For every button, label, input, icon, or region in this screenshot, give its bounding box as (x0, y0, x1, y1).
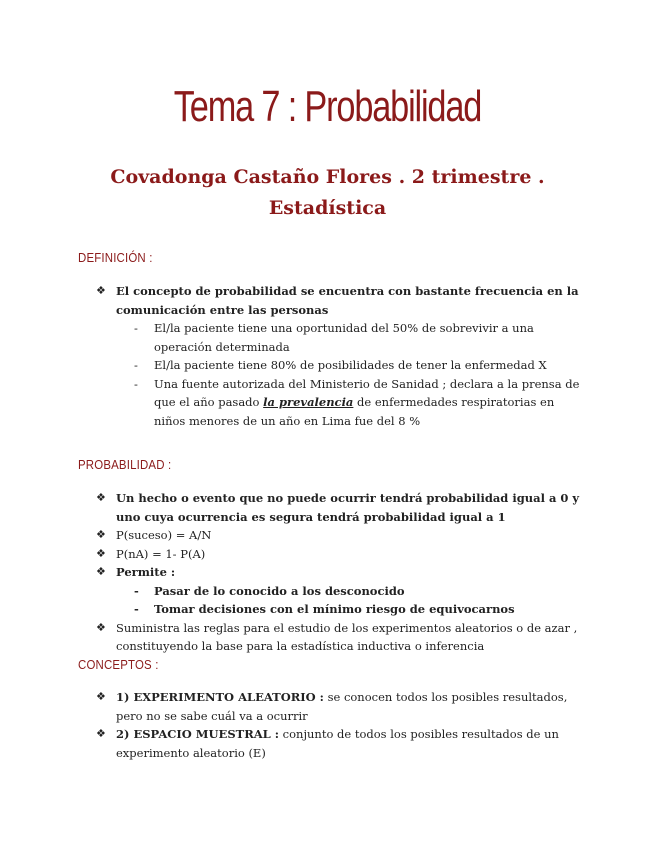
page-subtitle (60, 162, 595, 224)
probabilidad-item-text: Permite : (116, 565, 176, 579)
diamond-bullet-icon: ❖ (96, 528, 106, 541)
list-item (96, 526, 585, 545)
heading-conceptos: CONCEPTOS : (78, 657, 159, 672)
sub-list-item (96, 375, 585, 431)
concept-definition: se conocen todos los posibles resultados, pero no se sabe cuál va a ocurrir (116, 690, 568, 723)
diamond-bullet-icon: ❖ (96, 727, 106, 740)
page-title: Tema 7 : Probabilidad (173, 82, 482, 131)
probabilidad-item-text: Suministra las reglas para el estudio de los experimentos aleatorios o de azar , constituyendo la base para la estadística inductiva o inferencia (116, 620, 578, 653)
subtitle-line-2: Estadística (268, 197, 387, 219)
probabilidad-item-text: Un hecho o evento que no puede ocurrir tendrá probabilidad igual a 0 y uno cuya ocurrencia es segura tendrá probabilidad igual a 1 (116, 491, 580, 524)
list-item (96, 545, 585, 564)
diamond-bullet-icon: ❖ (96, 546, 106, 560)
sub-list-item (96, 319, 585, 356)
list-item (96, 619, 585, 656)
heading-probabilidad: PROBABILIDAD : (78, 457, 172, 472)
dash-bullet: - (134, 376, 138, 391)
conceptos-list (96, 688, 585, 762)
list-item (96, 688, 585, 725)
probabilidad-item-text: P(nA) = 1- P(A) (116, 546, 206, 561)
diamond-bullet-icon: ❖ (96, 565, 106, 578)
list-item (96, 489, 585, 526)
definicion-list (96, 282, 585, 430)
probabilidad-sub-text: Tomar decisiones con el mínimo riesgo de equivocarnos (154, 602, 515, 616)
diamond-bullet-icon: ❖ (96, 690, 106, 703)
concept-term: 1) EXPERIMENTO ALEATORIO : (116, 690, 324, 704)
concept-definition: conjunto de todos los posibles resultados de un experimento aleatorio (E) (116, 727, 559, 760)
list-item (96, 563, 585, 582)
sub-list-item (96, 356, 585, 375)
list-item (96, 282, 585, 319)
probabilidad-list (96, 489, 585, 656)
diamond-bullet-icon: ❖ (96, 620, 106, 634)
sub-list-item (96, 600, 585, 619)
subtitle-line-1: Covadonga Castaño Flores . 2 trimestre . (110, 166, 545, 188)
definicion-item-text: El concepto de probabilidad se encuentra con bastante frecuencia en la comunicación entre las personas (116, 284, 579, 317)
probabilidad-item-text: P(suceso) = A/N (116, 528, 212, 542)
probabilidad-sub-text: Pasar de lo conocido a los desconocido (154, 583, 405, 598)
definicion-sub-text: El/la paciente tiene una oportunidad del 50% de sobrevivir a una operación determinada (154, 321, 534, 354)
list-item (96, 725, 585, 762)
sub-list-item (96, 582, 585, 601)
definicion-sub-text: de enfermedades respiratorias en niños menores de un año en Lima fue del 8 % (154, 395, 555, 428)
heading-definicion: DEFINICIÓN : (78, 250, 153, 265)
dash-bullet: - (134, 583, 139, 598)
diamond-bullet-icon: ❖ (96, 284, 106, 297)
dash-bullet: - (134, 602, 139, 616)
concept-term: 2) ESPACIO MUESTRAL : (116, 727, 280, 741)
diamond-bullet-icon: ❖ (96, 491, 106, 504)
emphasized-term: la prevalencia (263, 395, 354, 409)
dash-bullet: - (134, 321, 138, 335)
definicion-sub-text: Una fuente autorizada del Ministerio de Sanidad ; declara a la prensa de que el año pasado (154, 376, 580, 409)
dash-bullet: - (134, 358, 138, 372)
definicion-sub-text: El/la paciente tiene 80% de posibilidades de tener la enfermedad X (154, 358, 547, 372)
